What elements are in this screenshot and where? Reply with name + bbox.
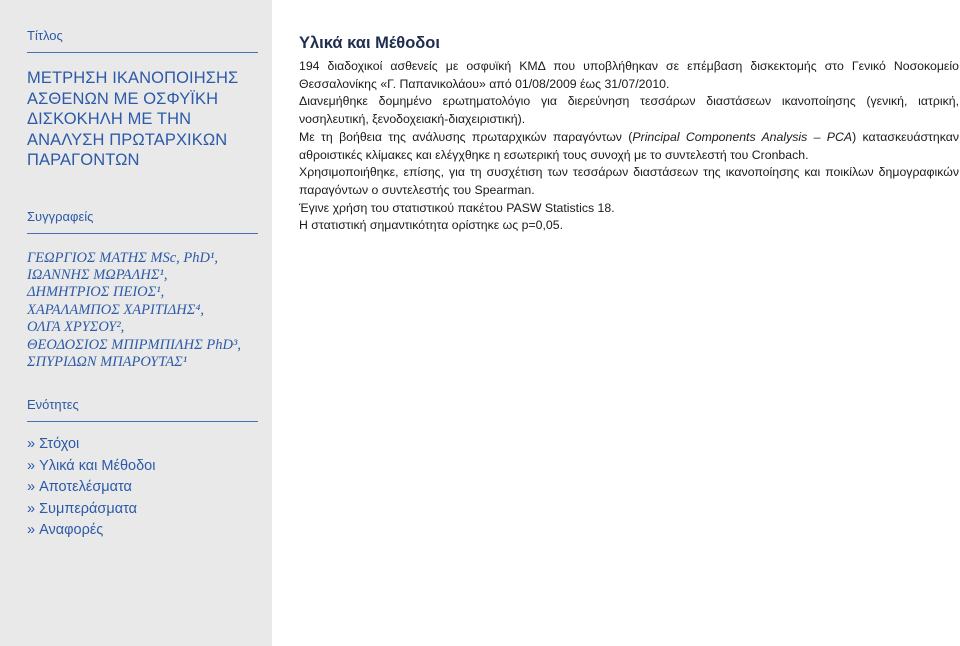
author: ΟΛΓΑ ΧΡΥΣΟΥ², (27, 319, 125, 336)
author: ΘΕΟΔΟΣΙΟΣ ΜΠΙΡΜΠΙΛΗΣ PhD³, (27, 336, 241, 353)
sections-nav (27, 434, 258, 542)
title-line: ΔΙΣΚΟΚΗΛΗ ΜΕ ΤΗΝ (27, 110, 192, 128)
authors-list (27, 250, 258, 372)
author: ΔΗΜΗΤΡΙΟΣ ΠΕΙΟΣ¹, (27, 284, 165, 301)
title-line: ΜΕΤΡΗΣΗ ΙΚΑΝΟΠΟΙΗΣΗΣ (27, 69, 239, 87)
pca-method-name: Principal Components Analysis – PCA (632, 129, 853, 144)
title-line: ΑΣΘΕΝΩΝ ΜΕ ΟΣΦΥΪΚΗ (27, 89, 219, 108)
main-content (299, 0, 959, 235)
section-link-materials-methods[interactable] (27, 456, 258, 478)
section-link-conclusions[interactable] (27, 499, 258, 521)
bullet-glyph: » (27, 479, 36, 496)
pca-text-before: Με τη βοήθεια της ανάλυσης πρωταρχικών παραγόντων ( (299, 129, 633, 144)
paragraph-patients: 194 διαδοχικοί ασθενείς με οσφυϊκή ΚΜΔ που υποβλήθηκαν σε επέμβαση δισκεκτομής στο Γενικό Νοσοκομείο Θεσσαλονίκης «Γ. Παπανικολάου» από 01/08/2009 έως 31/07/2010. (299, 59, 959, 91)
paragraph-significance: Η στατιστική σημαντικότητα ορίστηκε ως p=0,05. (299, 218, 563, 233)
pca-text-after: ) κατασκευάστηκαν αθροιστικές κλίμακες και ελέγχθηκε η εσωτερική τους συνοχή με το συντελεστή του Cronbach. (299, 129, 959, 162)
section-link-label: Υλικά και Μέθοδοι (39, 457, 156, 474)
section-link-label: Συμπεράσματα (39, 500, 138, 517)
paragraph-pca (299, 129, 959, 164)
section-link-label: Αποτελέσματα (39, 479, 132, 496)
section-link-label: Στόχοι (39, 436, 80, 453)
section-link-references[interactable] (27, 520, 258, 542)
paragraph-software: Έγινε χρήση του στατιστικού πακέτου PASW Statistics 18. (299, 200, 615, 215)
section-link-label: Αναφορές (39, 522, 104, 539)
author: ΣΠΥΡΙΔΩΝ ΜΠΑΡΟΥΤΑΣ¹ (27, 353, 188, 370)
sidebar (0, 0, 272, 646)
bullet-glyph: » (27, 436, 36, 453)
authors-heading: Συγγραφείς (27, 209, 258, 234)
section-link-goals[interactable] (27, 434, 258, 456)
paragraph-spearman: Χρησιμοποιήθηκε, επίσης, για τη συσχέτιση των τεσσάρων διαστάσεων της ικανοποίησης και ποικίλων δημογραφικών παραγόντων ο συντελεστής του Spearman. (299, 165, 959, 197)
author: ΓΕΩΡΓΙΟΣ ΜΑΤΗΣ MSc, PhD¹, (27, 249, 218, 266)
methods-text (299, 58, 959, 235)
paragraph-questionnaire: Διανεμήθηκε δομημένο ερωτηματολόγιο για διερεύνηση τεσσάρων διαστάσεων ικανοποίησης (γενική, ιατρική, νοσηλευτική, ξενοδοχειακή-διαχειριστική). (299, 94, 959, 127)
author: ΙΩΑΝΝΗΣ ΜΩΡΑΛΗΣ¹, (27, 266, 168, 283)
page-title: Υλικά και Μέθοδοι (299, 34, 440, 52)
author: ΧΑΡΑΛΑΜΠΟΣ ΧΑΡΙΤΙΔΗΣ⁴, (27, 301, 205, 318)
title-heading: Τίτλος (27, 28, 258, 53)
bullet-glyph: » (27, 457, 36, 474)
section-link-results[interactable] (27, 477, 258, 499)
bullet-glyph: » (27, 522, 36, 539)
title-line: ΑΝΑΛΥΣΗ ΠΡΩΤΑΡΧΙΚΩΝ (27, 130, 228, 149)
bullet-glyph: » (27, 500, 36, 517)
presentation-title (27, 68, 258, 171)
title-line: ΠΑΡΑΓΟΝΤΩΝ (27, 151, 140, 169)
sections-heading: Ενότητες (27, 397, 258, 422)
